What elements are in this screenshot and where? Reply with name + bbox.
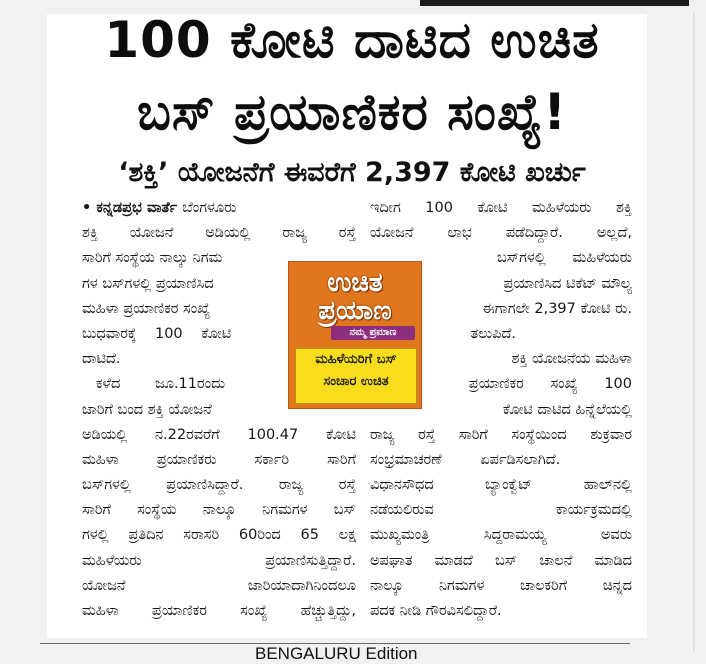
dateline: [82, 196, 356, 221]
article-line: ಮಹಿಳೆಯರು ಪ್ರಯಾಣಿಸುತ್ತಿದ್ದಾರೆ.: [82, 552, 356, 569]
dateline-source: ಕನ್ನಡಪ್ರಭ ವಾರ್ತೆ: [96, 200, 178, 216]
article-line: ಈಗಾಗಲೇ 2,397 ಕೋಟಿ ರು.: [482, 300, 632, 317]
article-line: ಶಕ್ತಿ ಯೋಜನೆಯ ಮಹಿಳಾ: [511, 351, 632, 368]
article-line: ಯೋಜನೆ ಲಾಭ ಪಡೆದಿದ್ದಾರೆ. ಅಲ್ಲದೆ,: [370, 225, 632, 242]
article-line: ಸಾರಿಗೆ ಸಂಸ್ಥೆಯ ನಾಲ್ಕೂ ನಿಗಮಗಳ ಬಸ್: [82, 502, 356, 519]
graphic-title-line-2: ಪ್ರಯಾಣ: [318, 296, 392, 326]
article-line: ಪದಕ ನೀಡಿ ಗೌರವಿಸಲಿದ್ದಾರೆ.: [370, 603, 502, 619]
article-line: ಮಹಿಳಾ ಪ್ರಯಾಣಿಕರ ಸಂಖ್ಯೆ ಹೆಚ್ಚುತ್ತಿದ್ದು,: [82, 603, 356, 619]
article-line: ಇದೀಗ 100 ಕೋಟಿ ಮಹಿಳೆಯರು ಶಕ್ತಿ: [370, 200, 632, 216]
headline-line-1: 100 ಕೋಟಿ ದಾಟಿದ ಉಚಿತ: [104, 11, 600, 69]
graphic-note-line-1: ಮಹಿಳೆಯರಿಗೆ ಬಸ್: [315, 352, 397, 367]
article-line: ರಾಜ್ಯ ರಸ್ತೆ ಸಾರಿಗೆ ಸಂಸ್ಥೆಯಿಂದ ಶುಕ್ರವಾರ: [370, 426, 632, 443]
article-line: ಮಹಿಳಾ ಪ್ರಯಾಣಿಕರ ಸಂಖ್ಯೆ: [82, 300, 211, 317]
article-line: ಗಳಲ್ಲಿ ಪ್ರತಿದಿನ ಸರಾಸರಿ 60ರಿಂದ 65 ಲಕ್ಷ: [82, 527, 356, 544]
article-line: ಪ್ರಯಾಣಿಕರ ಸಂಖ್ಯೆ 100: [468, 376, 632, 393]
graphic-tag: ನಮ್ಮ ಪ್ರಮಾಣ: [331, 326, 415, 340]
article-line: ನಡೆಯಲಿರುವ ಕಾರ್ಯಕ್ರಮದಲ್ಲಿ: [370, 502, 632, 519]
article-line: ಕೋಟಿ ದಾಟಿದ ಹಿನ್ನೆಲೆಯಲ್ಲಿ: [502, 401, 632, 418]
article-line: ಅಪಘಾತ ಮಾಡದೆ ಬಸ್ ಚಾಲನೆ ಮಾಡಿದ: [370, 552, 632, 569]
article-line: ನಾಲ್ಕೂ ನಿಗಮಗಳ ಚಾಲಕರಿಗೆ ಚಿನ್ನದ: [370, 577, 632, 594]
article-line: ಮುಖ್ಯಮಂತ್ರಿ ಸಿದ್ದರಾಮಯ್ಯ ಅವರು: [370, 527, 632, 544]
article-line: ಕಳೆದ ಜೂ.11ರಂದು: [96, 376, 226, 393]
article-line: ಬಸ್‌ಗಳಲ್ಲಿ ಮಹಿಳೆಯರು: [496, 250, 632, 267]
article-line: ಬಸ್‌ಗಳಲ್ಲಿ ಪ್ರಯಾಣಿಸಿದ್ದಾರೆ. ರಾಜ್ಯ ರಸ್ತೆ: [82, 477, 356, 494]
page-edge-line: [693, 12, 695, 652]
graphic-note-line-2: ಸಂಚಾರ ಉಚಿತ: [323, 374, 389, 389]
graphic-note: [295, 348, 417, 404]
subheadline: ‘ಶಕ್ತಿ’ ಯೋಜನೆಗೆ ಈವರೆಗೆ 2,397 ಕೋಟಿ ಖರ್ಚು: [118, 157, 586, 188]
article-line: ದಾಟಿದೆ.: [82, 351, 121, 368]
dateline-bullet: •: [82, 200, 92, 216]
article-line: ತಲುಪಿದೆ.: [470, 325, 516, 342]
article-line: ಗಳ ಬಸ್‌ಗಳಲ್ಲಿ ಪ್ರಯಾಣಿಸಿದ: [82, 275, 214, 292]
article-line: ಜಾರಿಗೆ ಬಂದ ಶಕ್ತಿ ಯೋಜನೆ: [82, 401, 212, 418]
article-line: ಮಹಿಳಾ ಪ್ರಯಾಣಿಕರು ಸರ್ಕಾರಿ ಸಾರಿಗೆ: [82, 451, 356, 468]
edition-label: BENGALURU Edition: [255, 644, 418, 663]
dateline-city: ಬೆಂಗಳೂರು: [182, 200, 237, 216]
article-line: ವಿಧಾನಸೌಧದ ಬ್ಯಾಂಕ್ವೆಟ್ ಹಾಲ್‌ನಲ್ಲಿ: [370, 477, 632, 494]
top-dark-bar: [420, 0, 689, 6]
article-line: ಯೋಜನೆ ಜಾರಿಯಾದಾಗಿನಿಂದಲೂ: [82, 577, 356, 594]
article-line: ಪ್ರಯಾಣಿಸಿದ ಟಿಕೆಟ್ ಮೌಲ್ಯ: [503, 275, 632, 292]
article-line: ಅಡಿಯಲ್ಲಿ ನ.22ರವರೆಗೆ 100.47 ಕೋಟಿ: [82, 426, 356, 443]
article-line: ಶಕ್ತಿ ಯೋಜನೆ ಅಡಿಯಲ್ಲಿ ರಾಜ್ಯ ರಸ್ತೆ: [82, 225, 356, 242]
headline-line-2: ಬಸ್ ಪ್ರಯಾಣಿಕರ ಸಂಖ್ಯೆ!: [136, 83, 568, 141]
article-line: ಬುಧವಾರಕ್ಕೆ 100 ಕೋಟಿ: [82, 325, 232, 342]
graphic-title-line-1: ಉಚಿತ: [327, 268, 383, 298]
article-line: ಸಾರಿಗೆ ಸಂಸ್ಥೆಯ ನಾಲ್ಕು ನಿಗಮ: [82, 250, 223, 267]
article-line: ಸಂಭ್ರಮಾಚರಣೆ ಏರ್ಪಡಿಸಲಾಗಿದೆ.: [370, 451, 561, 468]
free-travel-graphic: [288, 261, 422, 409]
